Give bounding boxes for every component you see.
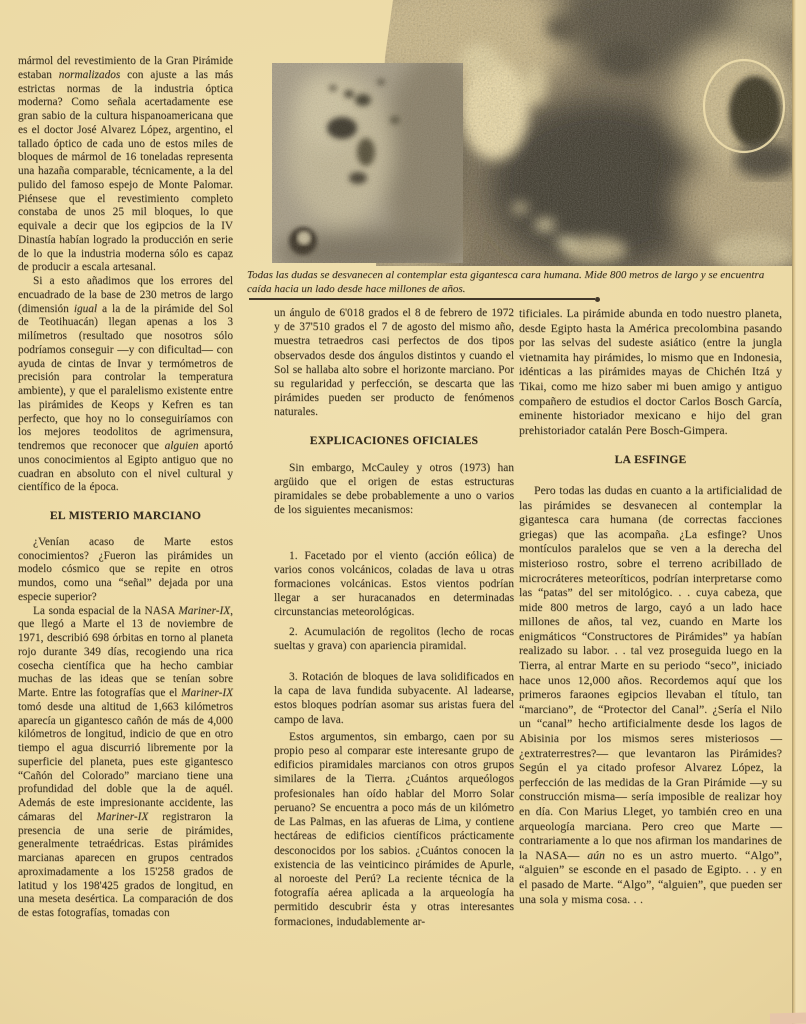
column-middle — [274, 306, 514, 929]
photo-caption: Todas las dudas se desvanecen al contemplar esta gigantesca cara humana. Mide 800 metros de largo y se encuentra caída hacia un lado desde hace millones de años. — [247, 269, 765, 295]
paragraph-piramides-mundo: tificiales. La pirámide abunda en todo nuestro planeta, desde Egipto hasta la América precolombina pasando por las selvas del sudeste asiático (entre la jungla vietnamita hay pirámides, lo mismo que en Indonesia, idénticas a las pirámides mayas de Chichén Itzá y Tikai, como me hizo saber mi buen amigo y antiguo compañero de estudios el doctor Carlos Bosch García, eminente historiador mexicano e hijo del gran prehistoriador catalán Pere Bosch-Gimpera. — [519, 306, 782, 437]
caption-rule — [249, 298, 595, 300]
mars-face-closeup — [272, 50, 492, 266]
paragraph-mariner: La sonda espacial de la NASA Mariner-IX, que llegó a Marte el 13 de noviembre de 1971, describió 698 órbitas en torno al planeta rojo durante 349 días, recogiendo una rica cosecha científica que ha hecho cambiar muchas de las ideas que se tenían sobre Marte. Entre las fotografías que el Mariner-IX tomó desde una altitud de 1,663 kilómetros aparecía un gigantesco cañón de más de 4,000 kilómetros de longitud, indicio de que en otro tiempo el agua discurrió libremente por la superficie del planeta, pues este gigantesco “Cañón del Colorado” marciano tiene una profundidad del doble que la de aquél. Además de este impresionante accidente, las cámaras del Mariner-IX registraron la presencia de una serie de pirámides, generalmente tetraédricas. Estas pirámides marcianas aparecen en grupos centrados aproximadamente a los 15'258 grados de latitud y los 198'425 grados de longitud, en una meseta desértica. La comparación de dos de estas fotografías, tomadas con — [18, 604, 234, 919]
paragraph-morro-solar: Estos argumentos, sin embargo, caen por su propio peso al comparar este interesante grupo de edificios piramidales marcianos con otros grupos similares de la Tierra. ¿Cuántos arqueólogos profesionales han oído hablar del Morro Solar peruano? Se encuentra a poco más de un kilómetro de Las Palmas, en las afueras de Lima, y contiene hectáreas de edificios científicos prácticamente desconocidos por los sabios. ¿Cuántos conocen la existencia de las veinticinco pirámides de Apurle, al noroeste del Perú? La reciente técnica de la fotografía aérea aplicada a la arqueología ha permitido descubrir ésta y otras interesantes formaciones, indudablemente ar- — [274, 730, 514, 928]
mars-photo-figure — [245, 0, 806, 266]
column-left — [18, 55, 233, 921]
paragraph-angles: un ángulo de 6'018 grados el 8 de febrero de 1972 y de 37'510 grados el 7 de agosto del mismo año, muestra tetraedros casi perfectos de dos tipos observados desde dos ángulos distintos y cuando el Sol se hallaba alto sobre el horizonte marciano. Por su regularidad y perfección, se descarta que las pirámides pueden ser producto de fenómenos naturales. — [274, 307, 514, 419]
section-heading-esfinge: LA ESFINGE — [614, 453, 687, 467]
page-edge — [792, 0, 806, 1024]
list-item-3: 3. Rotación de bloques de lava solidificados en la capa de lava fundida subyacente. Al ladearse, estos bloques podrían asomar sus aristas fuera del campo de lava. — [274, 671, 514, 726]
mars-photo-svg — [245, 0, 806, 266]
section-heading-misterio-marciano: EL MISTERIO MARCIANO — [49, 509, 202, 522]
paragraph-esfinge: Pero todas las dudas en cuanto a la artificialidad de las pirámides se desvanecen al contemplar la gigantesca cara humana (de correctas facciones griegas) que las acompaña. ¿La esfinge? Unos montículos paralelos que se ven a la derecha del misterioso rostro, sobre el terreno acribillado de microcráteres meteoríticos, podrían interpretarse como las “patas” del ser mitológico. . . cuya cabeza, que mide 800 metros de largo, cayó a un lado hace millones de años, tal vez, cuando en Marte los enigmáticos “Constructores de Pirámides” ya habían realizado su labor. . . tal vez proseguida luego en la Tierra, al entrar Marte en su periodo “seco”, iniciado hace unos 12,000 años. Recordemos aquí que los primeros faraones egipcios llevaban el título, tan “marciano”, de “Protector del Canal”. ¿Sería el Nilo un “canal” hecho artificialmente desde los lagos de Abisinia por los mismos seres misteriosos —¿extraterrestres?— que levantaron las Pirámides? Según el ya citado profesor Alvarez López, la perfección de las medidas de la Gran Pirámide —y su construcción misma— sería imposible de realizar hoy en día. Con Marius Lleget, yo también creo en una arqueología marciana. Pero creo que Marte —contrariamente a lo que nos afirman los mandarines de la NASA— aún no es un astro muerto. “Algo”, “alguien” se esconde en el pasado de Egipto. . . y en el pasado de Marte. “Algo”, “alguien”, que pueden ser una sola y misma cosa. . . — [519, 482, 782, 906]
paragraph-measurements: Si a esto añadimos que los errores del encuadrado de la base de 230 metros de largo (dimensión igual a la de la pirámide del Sol de Teotihuacán) llegan apenas a los 3 milímetros (resultado que nosotros sólo podríamos conseguir —y con dificultad— con ayuda de cintas de Invar y termómetros de precisión para controlar la temperatura ambiente), y que el paralelismo existente entre las pirámides de Keops y Kefren es tan perfecto, que hoy no lo conseguiríamos con los mejores teodolitos de agrimensura, tendremos que reconocer que alguien aportó unos conocimientos al Egipto antiguo que no cuadran en absoluto con el nivel cultural y científico de la época. — [18, 275, 233, 494]
paragraph-marble: mármol del revestimiento de la Gran Pirámide estaban normalizados con ajuste a las más estrictas normas de la industria óptica moderna? Como señala acertadamente ese gran sabio de la cultura hispanoamericana que es el doctor José Alvarez López, argentino, el tallado óptico de cada uno de estos miles de bloques de mármol de 16 toneladas representa una hazaña comparable, técnicamente, a la del pulido del famoso espejo de Monte Palomar. Piénsese que el revestimiento completo constaba de unos 25 mil bloques, lo que equivale a decir que los egipcios de la IV Dinastía habían logrado la producción en serie de lo que la industria moderna sólo es capaz de producir a escala artesanal. — [18, 55, 234, 274]
list-item-2: 2. Acumulación de regolitos (lecho de rocas sueltas y grava) con apariencia piramidal. — [274, 625, 514, 652]
section-heading-explicaciones: EXPLICACIONES OFICIALES — [309, 433, 479, 447]
paragraph-questions: ¿Venían acaso de Marte estos conocimientos? ¿Fueron las pirámides un modelo cósmico que se repite en otros mundos, como una “señal” dejada por una especie superior? — [18, 535, 233, 603]
column-right — [519, 306, 782, 906]
next-page-corner — [770, 1013, 806, 1024]
list-item-1: 1. Facetado por el viento (acción eólica) de varios conos volcánicos, coladas de lava u otras formaciones volcánicas. Estos vientos podrían llegar a ser huracanados en determinadas circunstancias meteorológicas. — [274, 549, 514, 619]
paragraph-mccauley: Sin embargo, McCauley y otros (1973) han argüido que el origen de estas estructuras piramidales se debe probablemente a uno o varios de los siguientes mecanismos: — [274, 461, 514, 517]
